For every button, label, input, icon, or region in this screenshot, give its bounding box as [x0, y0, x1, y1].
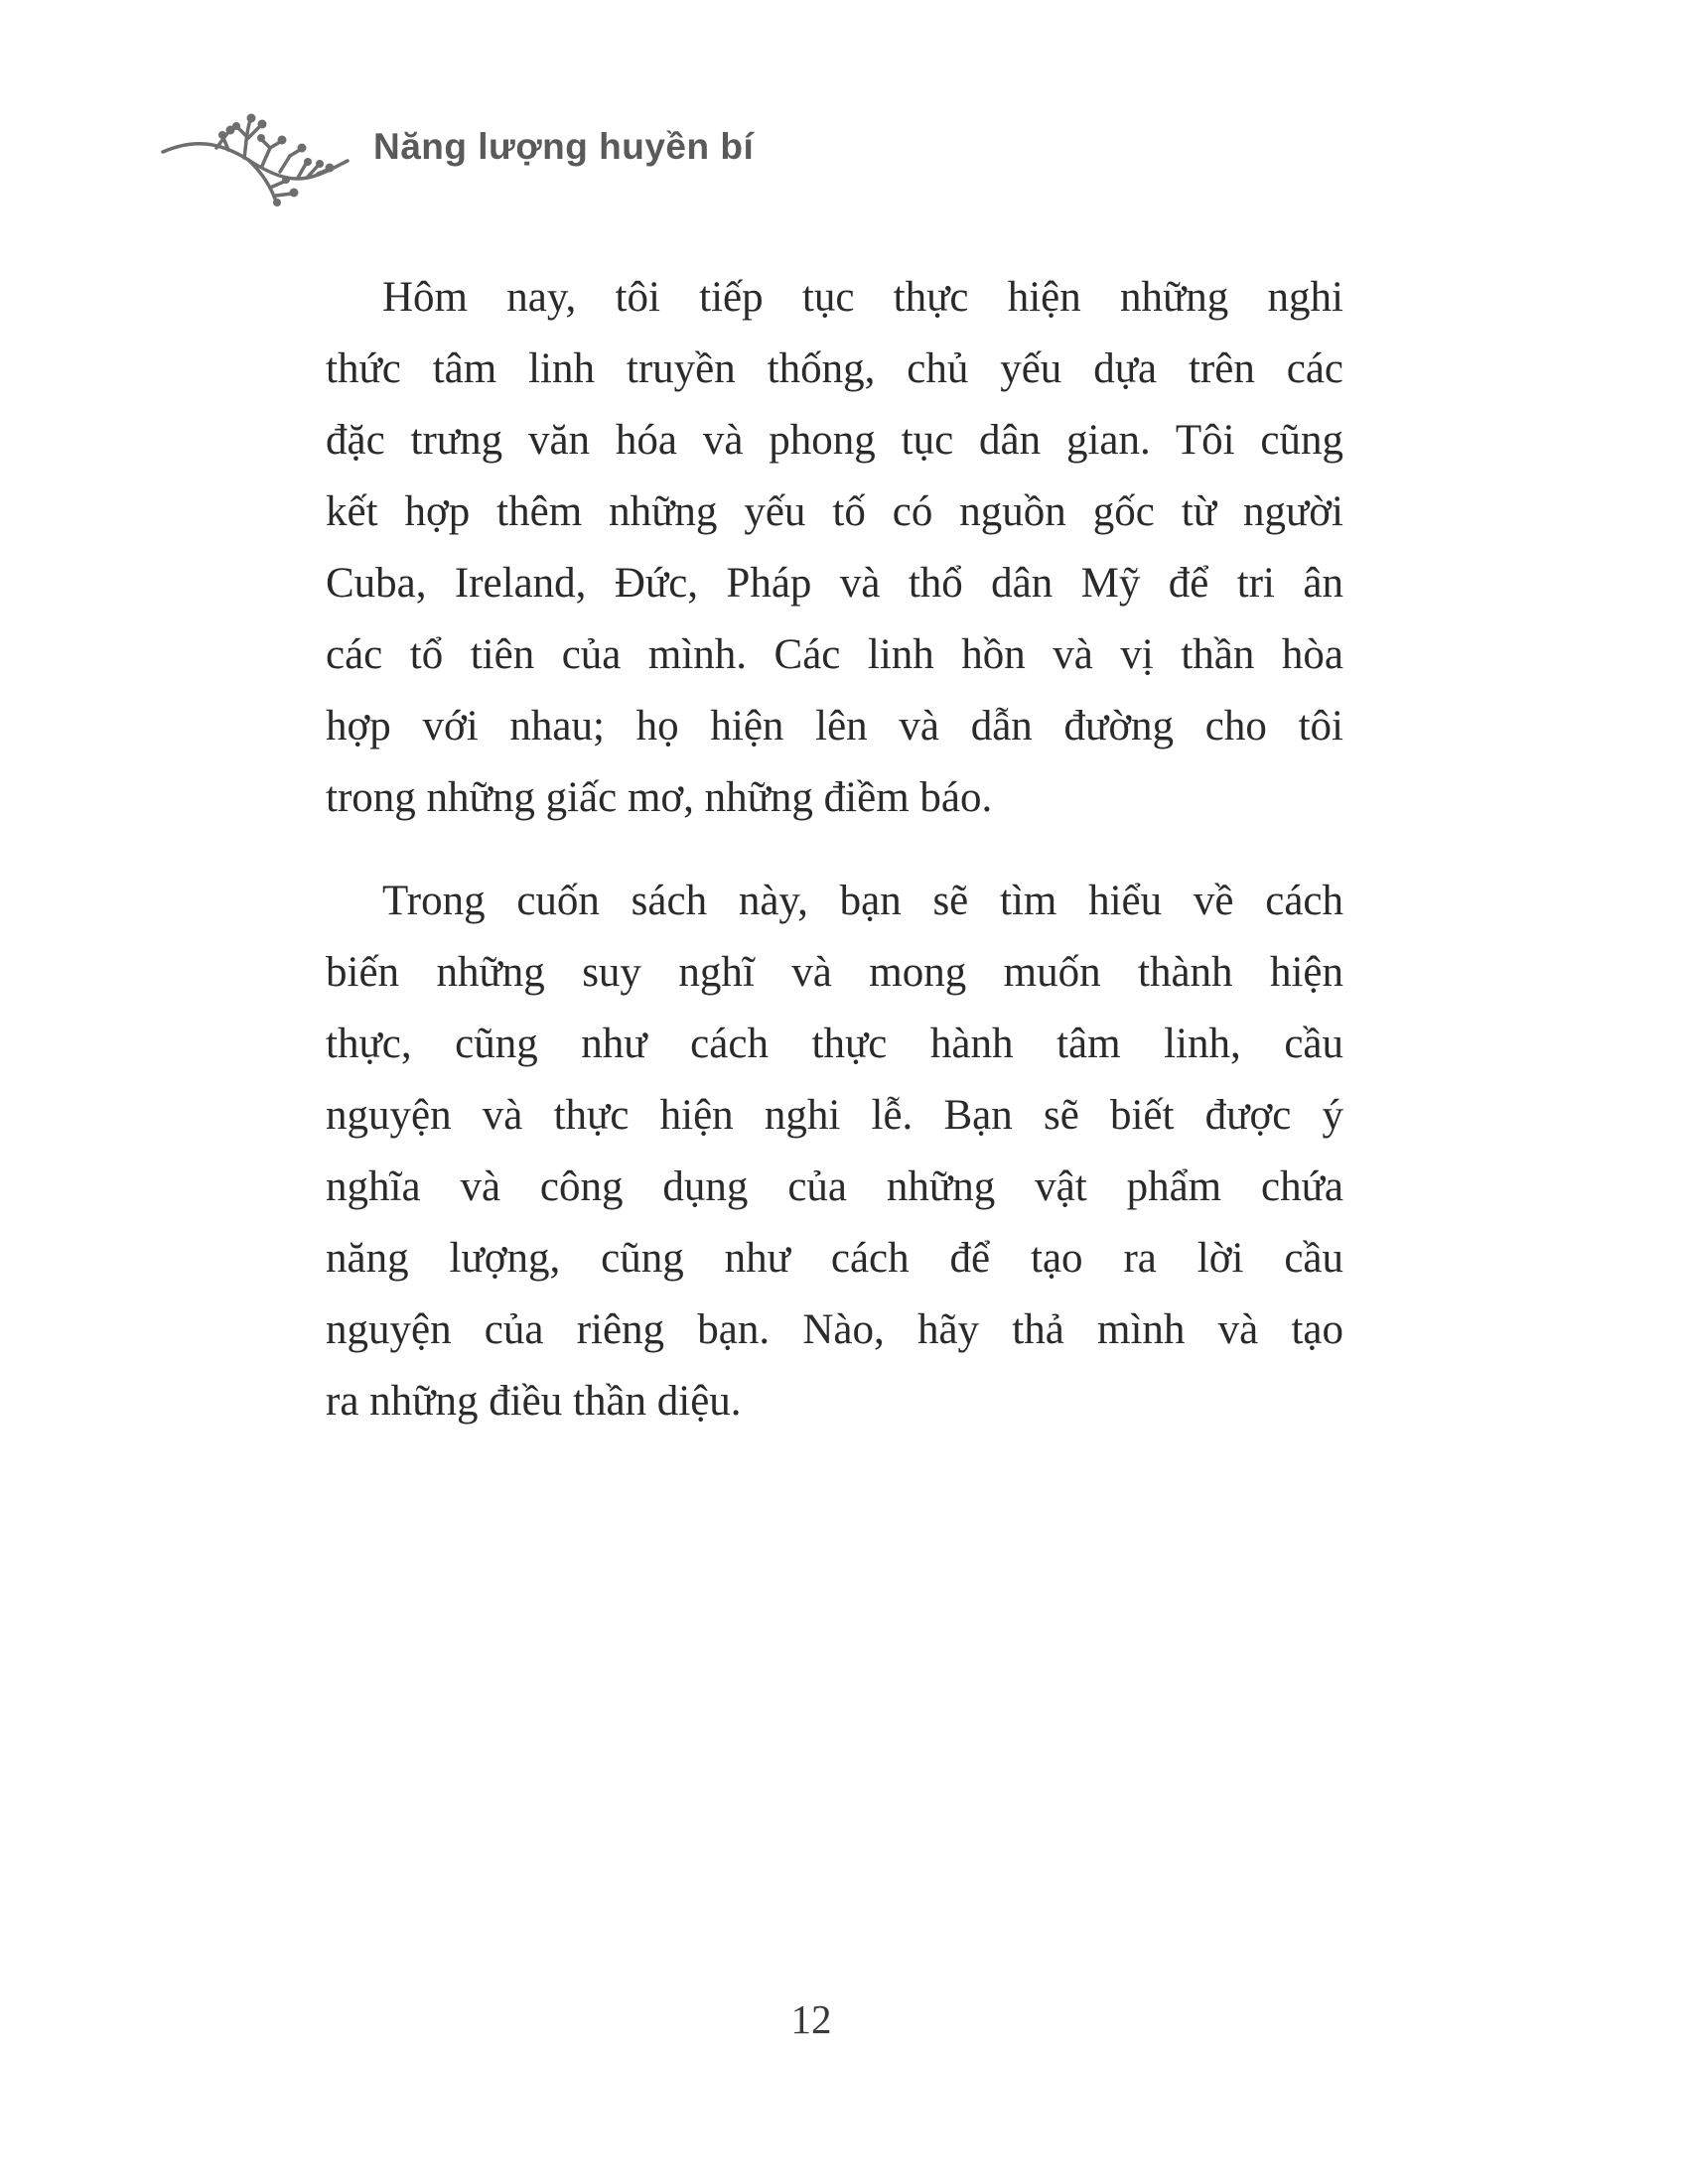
header-title: Năng lượng huyền bí [373, 126, 755, 167]
text-line: thực, cũng như cách thực hành tâm linh, cầu [326, 1021, 1343, 1067]
text-line: Trong cuốn sách này, bạn sẽ tìm hiểu về cách [382, 878, 1343, 924]
running-header [159, 103, 754, 203]
text-line: Hôm nay, tôi tiếp tục thực hiện những nghi [382, 274, 1343, 321]
page-number: 12 [790, 1996, 832, 2042]
paragraph-2 [326, 866, 1343, 1437]
text-line: nguyện và thực hiện nghi lễ. Bạn sẽ biết được ý [326, 1092, 1343, 1139]
text-line: thức tâm linh truyền thống, chủ yếu dựa trên các [326, 345, 1343, 392]
text-line: đặc trưng văn hóa và phong tục dân gian. Tôi cũng [326, 417, 1343, 464]
text-line: các tổ tiên của mình. Các linh hồn và vị thần hòa [326, 631, 1343, 678]
text-line: ra những điều thần diệu. [326, 1378, 742, 1425]
text-line: hợp với nhau; họ hiện lên và dẫn đường cho tôi [326, 703, 1343, 750]
branch-twig-icon [159, 108, 357, 207]
text-line: trong những giấc mơ, những điềm báo. [326, 774, 993, 821]
text-line: Cuba, Ireland, Đức, Pháp và thổ dân Mỹ để tri ân [326, 560, 1343, 607]
text-line: nguyện của riêng bạn. Nào, hãy thả mình và tạo [326, 1306, 1343, 1353]
text-line: biến những suy nghĩ và mong muốn thành hiện [326, 949, 1343, 996]
text-line: kết hợp thêm những yếu tố có nguồn gốc từ người [326, 488, 1343, 535]
text-line: năng lượng, cũng như cách để tạo ra lời cầu [326, 1235, 1343, 1282]
paragraph-1 [326, 262, 1343, 834]
text-line: nghĩa và công dụng của những vật phẩm chứa [326, 1163, 1343, 1210]
